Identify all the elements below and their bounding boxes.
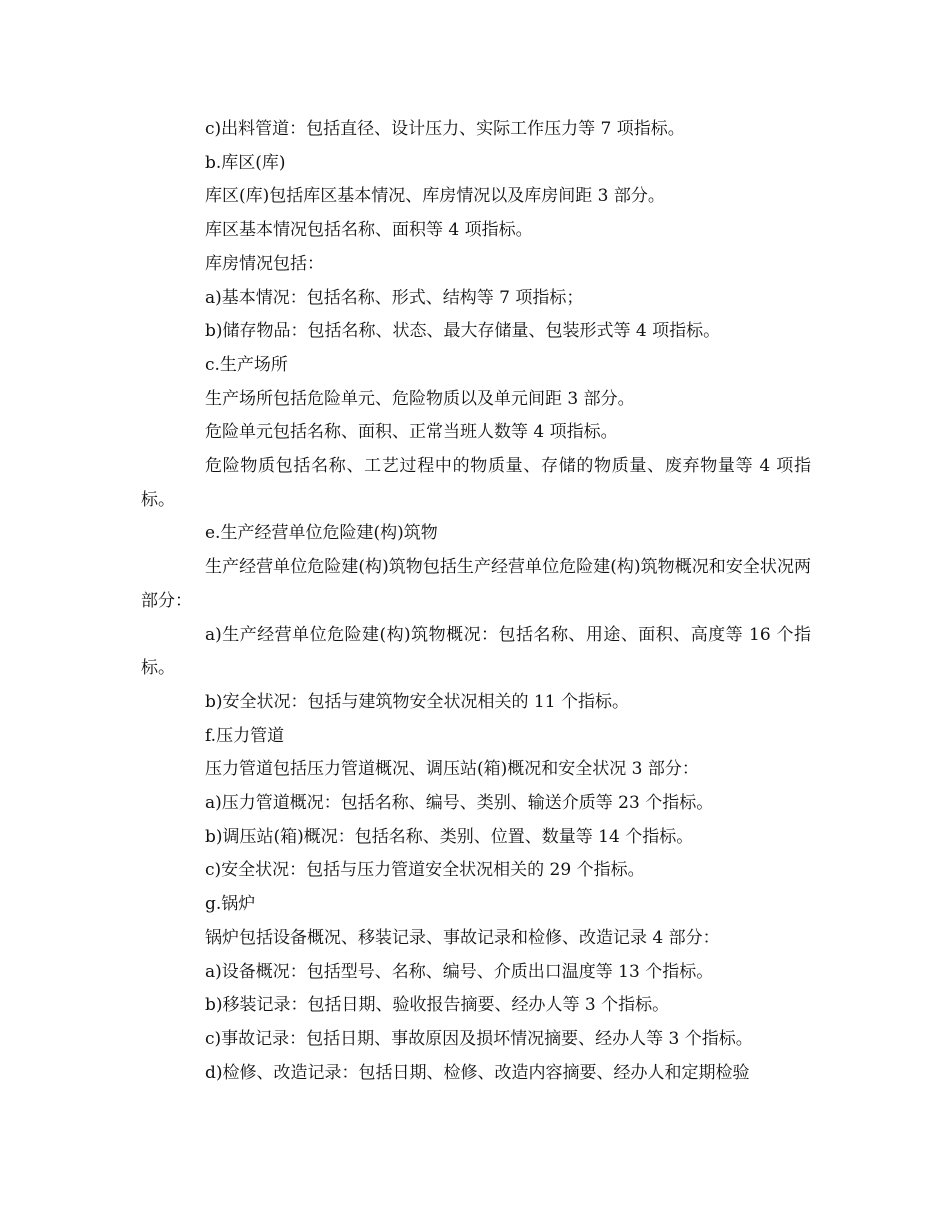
paragraph-storage-area-parts: 库区(库)包括库区基本情况、库房情况以及库房间距 3 部分。 [205, 186, 665, 207]
paragraph-warehouse-basic: a)基本情况：包括名称、形式、结构等 7 项指标； [205, 287, 584, 308]
paragraph-outlet-pipe: c)出料管道：包括直径、设计压力、实际工作压力等 7 项指标。 [205, 119, 685, 139]
heading-production-site: c.生产场所 [205, 354, 288, 375]
paragraph-boiler-relocation: b)移装记录：包括日期、验收报告摘要、经办人等 3 个指标。 [205, 995, 670, 1016]
paragraph-boiler-maintenance: d)检修、改造记录：包括日期、检修、改造内容摘要、经办人和定期检验 [205, 1062, 750, 1083]
paragraph-boiler-accident: c)事故记录：包括日期、事故原因及损坏情况摘要、经办人等 3 个指标。 [205, 1028, 753, 1049]
heading-hazard-buildings: e.生产经营单位危险建(构)筑物 [205, 523, 438, 544]
paragraph-warehouse-intro: 库房情况包括： [205, 253, 324, 274]
document-body [141, 113, 811, 1090]
paragraph-hazard-substance: 危险物质包括名称、工艺过程中的物质量、存储的物质量、废弃物量等 4 项指标。 [141, 456, 811, 510]
paragraph-pressure-pipeline-safety: c)安全状况：包括与压力管道安全状况相关的 29 个指标。 [205, 860, 645, 881]
paragraph-pressure-pipeline-overview: a)压力管道概况：包括名称、编号、类别、输送介质等 23 个指标。 [205, 793, 714, 814]
paragraph-hazard-buildings-safety: b)安全状况：包括与建筑物安全状况相关的 11 个指标。 [205, 691, 629, 712]
paragraph-boiler-parts: 锅炉包括设备概况、移装记录、事故记录和检修、改造记录 4 部分： [205, 927, 720, 948]
paragraph-production-site-parts: 生产场所包括危险单元、危险物质以及单元间距 3 部分。 [205, 388, 635, 409]
paragraph-hazard-buildings-overview: a)生产经营单位危险建(构)筑物概况：包括名称、用途、面积、高度等 16 个指标。 [141, 624, 811, 679]
heading-boiler: g.锅炉 [205, 894, 256, 915]
paragraph-warehouse-goods: b)储存物品：包括名称、状态、最大存储量、包装形式等 4 项指标。 [205, 321, 721, 342]
paragraph-regulator-station: b)调压站(箱)概况：包括名称、类别、位置、数量等 14 个指标。 [205, 826, 694, 847]
paragraph-storage-area-basic: 库区基本情况包括名称、面积等 4 项指标。 [205, 220, 533, 241]
paragraph-boiler-overview: a)设备概况：包括型号、名称、编号、介质出口温度等 13 个指标。 [205, 961, 714, 982]
heading-storage-area: b.库区(库) [205, 152, 286, 173]
paragraph-hazard-buildings-parts: 生产经营单位危险建(构)筑物包括生产经营单位危险建(构)筑物概况和安全状况两部分： [141, 557, 811, 611]
paragraph-pressure-pipeline-parts: 压力管道包括压力管道概况、调压站(箱)概况和安全状况 3 部分： [205, 759, 699, 780]
paragraph-hazard-unit: 危险单元包括名称、面积、正常当班人数等 4 项指标。 [205, 422, 618, 443]
heading-pressure-pipeline: f.压力管道 [205, 725, 285, 746]
